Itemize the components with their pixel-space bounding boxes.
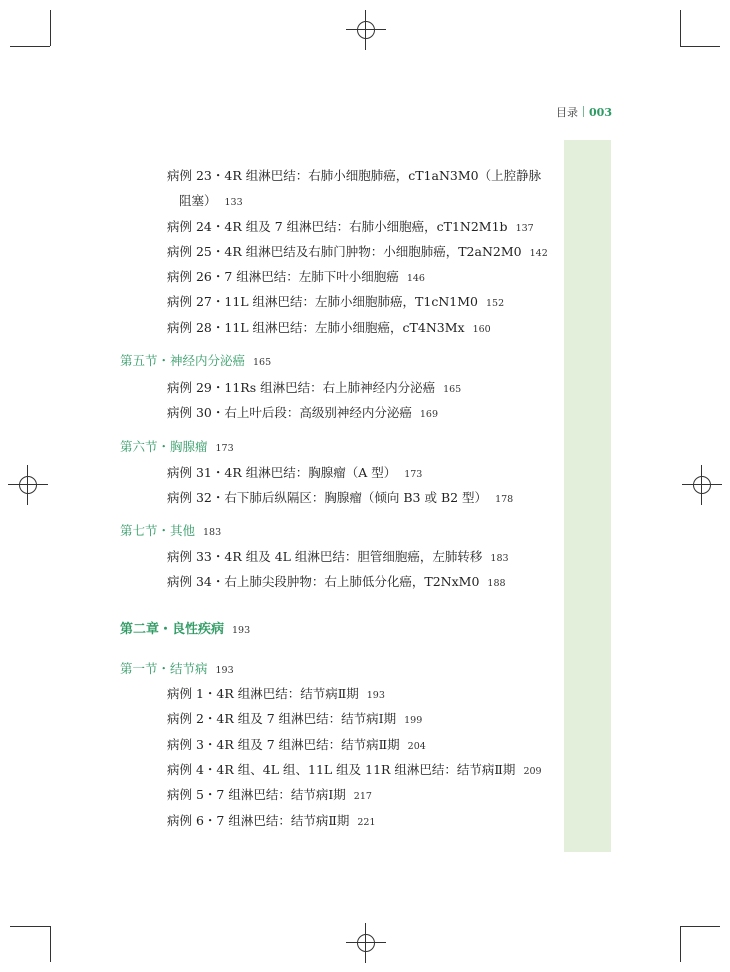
toc-entry bbox=[167, 166, 541, 184]
toc-entry bbox=[167, 318, 491, 336]
toc-page-number: 193 bbox=[215, 665, 234, 676]
toc-title: 病例 23・4R 组淋巴结：右肺小细胞肺癌，cT1aN3M0（上腔静脉 bbox=[167, 168, 542, 183]
toc-title: 病例 33・4R 组及 4L 组淋巴结：胆管细胞癌，左肺转移 bbox=[167, 549, 483, 564]
toc-page-number: 169 bbox=[419, 409, 439, 420]
toc-entry bbox=[167, 547, 509, 565]
toc-title: 病例 31・4R 组淋巴结：胸腺瘤（A 型） bbox=[167, 465, 397, 480]
toc-page-number: 188 bbox=[487, 578, 506, 589]
toc-title: 病例 5・7 组淋巴结：结节病Ⅰ期 bbox=[167, 787, 346, 802]
toc-page-number: 142 bbox=[529, 248, 548, 259]
toc-title: 病例 1・4R 组淋巴结：结节病Ⅱ期 bbox=[167, 686, 359, 701]
page-number: 003 bbox=[589, 106, 612, 119]
toc-title: 病例 2・4R 组及 7 组淋巴结：结节病Ⅰ期 bbox=[167, 711, 397, 726]
toc-entry bbox=[167, 242, 548, 260]
registration-mark-bottom bbox=[346, 923, 386, 963]
toc-title: 病例 34・右上肺尖段肿物：右上肺低分化癌，T2NxM0 bbox=[167, 574, 480, 589]
toc-entry bbox=[167, 785, 372, 803]
toc-title: 第一节・结节病 bbox=[120, 661, 208, 676]
toc-entry bbox=[167, 572, 506, 590]
toc-section bbox=[120, 437, 234, 455]
toc-page-number: 193 bbox=[366, 690, 385, 701]
toc-entry-continuation bbox=[179, 191, 243, 209]
toc-entry bbox=[167, 488, 513, 506]
toc-entry bbox=[167, 217, 534, 235]
header-divider bbox=[583, 106, 584, 117]
toc-title: 第二章・良性疾病 bbox=[120, 622, 225, 637]
registration-mark-right bbox=[682, 465, 722, 505]
toc-title: 阻塞） bbox=[179, 193, 217, 208]
toc-title: 病例 32・右下肺后纵隔区：胸腺瘤（倾向 B3 或 B2 型） bbox=[167, 490, 488, 505]
toc-page-number: 133 bbox=[224, 197, 243, 208]
registration-mark-top bbox=[346, 10, 386, 50]
toc-page-number: 209 bbox=[523, 766, 542, 777]
toc-entry bbox=[167, 292, 504, 310]
toc-page-number: 221 bbox=[357, 817, 376, 828]
toc-page-number: 146 bbox=[406, 273, 425, 284]
toc-page-number: 173 bbox=[404, 469, 423, 480]
toc-entry bbox=[167, 811, 376, 829]
toc-title: 病例 3・4R 组及 7 组淋巴结：结节病Ⅱ期 bbox=[167, 737, 400, 752]
crop-mark bbox=[10, 46, 50, 47]
toc-title: 第七节・其他 bbox=[120, 523, 196, 538]
toc-title: 第五节・神经内分泌癌 bbox=[120, 353, 246, 368]
crop-mark bbox=[50, 926, 51, 962]
toc-entry bbox=[167, 735, 426, 753]
toc-page-number: 217 bbox=[353, 791, 372, 802]
toc-page-number: 173 bbox=[215, 443, 234, 454]
toc-section bbox=[120, 659, 234, 677]
sidebar-band bbox=[564, 140, 611, 852]
toc-title: 病例 28・11L 组淋巴结：左肺小细胞癌，cT4N3Mx bbox=[167, 320, 465, 335]
running-header bbox=[556, 104, 612, 120]
toc-title: 病例 24・4R 组及 7 组淋巴结：右肺小细胞癌，cT1N2M1b bbox=[167, 219, 508, 234]
toc-page-number: 165 bbox=[253, 357, 272, 368]
crop-mark bbox=[680, 46, 720, 47]
toc-title: 第六节・胸腺瘤 bbox=[120, 439, 208, 454]
toc-page-number: 160 bbox=[472, 324, 491, 335]
toc-page-number: 183 bbox=[490, 553, 509, 564]
toc-title: 病例 30・右上叶后段：高级别神经内分泌癌 bbox=[167, 405, 412, 420]
toc-title: 病例 6・7 组淋巴结：结节病Ⅱ期 bbox=[167, 813, 350, 828]
crop-mark bbox=[10, 926, 50, 927]
toc-section bbox=[120, 521, 221, 539]
toc-section bbox=[120, 351, 271, 369]
toc-page-number: 137 bbox=[515, 223, 534, 234]
toc-page-number: 178 bbox=[495, 494, 514, 505]
toc-entry bbox=[167, 760, 542, 778]
toc-entry bbox=[167, 403, 438, 421]
crop-mark bbox=[50, 10, 51, 46]
toc-title: 病例 27・11L 组淋巴结：左肺小细胞肺癌，T1cN1M0 bbox=[167, 294, 478, 309]
toc-entry bbox=[167, 267, 425, 285]
toc-page-number: 204 bbox=[407, 741, 426, 752]
toc-page-number: 193 bbox=[232, 625, 251, 636]
toc-title: 病例 25・4R 组淋巴结及右肺门肿物：小细胞肺癌，T2aN2M0 bbox=[167, 244, 522, 259]
crop-mark bbox=[680, 926, 681, 962]
crop-mark bbox=[680, 10, 681, 46]
toc-page-number: 199 bbox=[404, 715, 423, 726]
toc-title: 病例 4・4R 组、4L 组、11L 组及 11R 组淋巴结：结节病Ⅱ期 bbox=[167, 762, 516, 777]
toc-entry bbox=[167, 463, 422, 481]
crop-mark bbox=[680, 926, 720, 927]
toc-title: 病例 26・7 组淋巴结：左肺下叶小细胞癌 bbox=[167, 269, 399, 284]
toc-page-number: 152 bbox=[486, 298, 505, 309]
toc-page-number: 165 bbox=[443, 384, 462, 395]
toc-entry bbox=[167, 684, 385, 702]
toc-entry bbox=[167, 709, 422, 727]
header-label: 目录 bbox=[556, 106, 579, 119]
registration-mark-left bbox=[8, 465, 48, 505]
toc-title: 病例 29・11Rs 组淋巴结：右上肺神经内分泌癌 bbox=[167, 380, 436, 395]
toc-entry bbox=[167, 378, 461, 396]
toc-page-number: 183 bbox=[203, 527, 222, 538]
toc-chapter bbox=[120, 618, 250, 637]
